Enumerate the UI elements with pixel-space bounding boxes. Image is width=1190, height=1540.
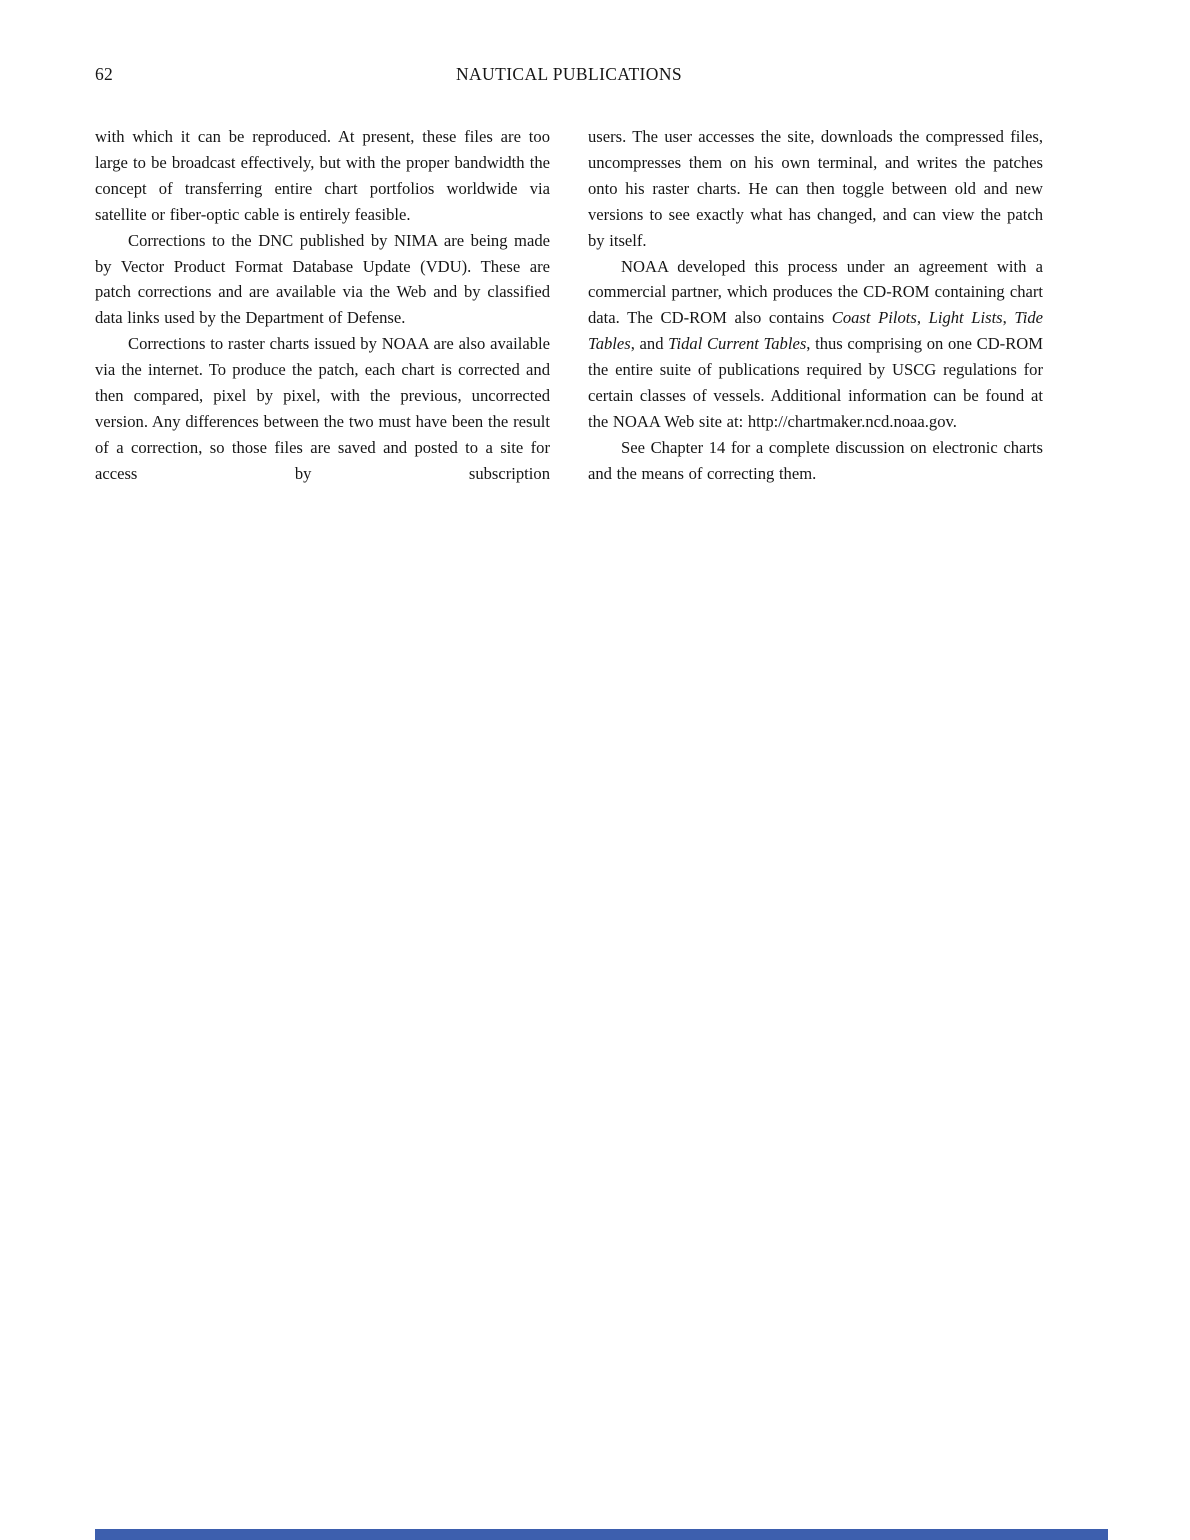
page-header xyxy=(95,0,1043,88)
text-segment: users. The user accesses the site, downloads the compressed files, uncompresses them on his own terminal, and writes the patches onto his raster charts. He can then toggle between old and new versions to see exactly what has changed, and can view the patch by itself. xyxy=(588,127,1043,250)
italic-text-segment: Coast Pilots xyxy=(831,308,917,328)
text-segment: , thus comprising on one CD-ROM the entire suite of publications required by USCG regulations for certain classes of vessels. Additional information can be found at the NOAA Web site at: http://chartmaker.ncd.noaa.gov. xyxy=(588,334,1044,431)
italic-text-segment: Tide Tables xyxy=(588,308,1043,354)
paragraph xyxy=(95,124,550,228)
footer-accent-bar xyxy=(95,1529,1108,1540)
text-segment: NOAA developed this process under an agreement with a commercial partner, which produces the CD-ROM containing chart data. The CD-ROM also contains xyxy=(588,256,1043,328)
text-area xyxy=(95,0,1043,487)
italic-text-segment: Light Lists xyxy=(928,308,1003,328)
text-segment: , xyxy=(916,308,929,328)
paragraph xyxy=(588,435,1043,487)
page-number: 62 xyxy=(95,64,114,84)
text-segment: See Chapter 14 for a complete discussion on electronic charts and the means of correcting them. xyxy=(588,437,1043,483)
two-column-layout xyxy=(95,124,1043,487)
text-segment: Corrections to raster charts issued by NOAA are also available via the internet. To produce the patch, each chart is corrected and then compared, pixel by pixel, with the previous, uncorrected version. Any differences between the two must have been the result of a correction, so those files are saved and posted to a site for access by subscription xyxy=(95,334,550,483)
paragraph xyxy=(95,228,550,332)
left-column xyxy=(95,124,550,487)
text-segment: , xyxy=(1002,308,1015,328)
text-segment: , and xyxy=(630,334,669,354)
paragraph xyxy=(588,254,1043,435)
italic-text-segment: Tidal Current Tables xyxy=(668,334,807,354)
page-header-title: NAUTICAL PUBLICATIONS xyxy=(455,64,682,84)
paragraph xyxy=(588,124,1043,254)
text-segment: with which it can be reproduced. At present, these files are too large to be broadcast effectively, but with the proper bandwidth the concept of transferring entire chart portfolios worldwide via satellite or fiber-optic cable is entirely feasible. xyxy=(95,127,550,224)
paragraph xyxy=(95,331,550,486)
text-segment: Corrections to the DNC published by NIMA are being made by Vector Product Format Database Update (VDU). These are patch corrections and are available via the Web and by classified data links used by the Department of Defense. xyxy=(95,230,550,328)
right-column xyxy=(588,124,1043,487)
